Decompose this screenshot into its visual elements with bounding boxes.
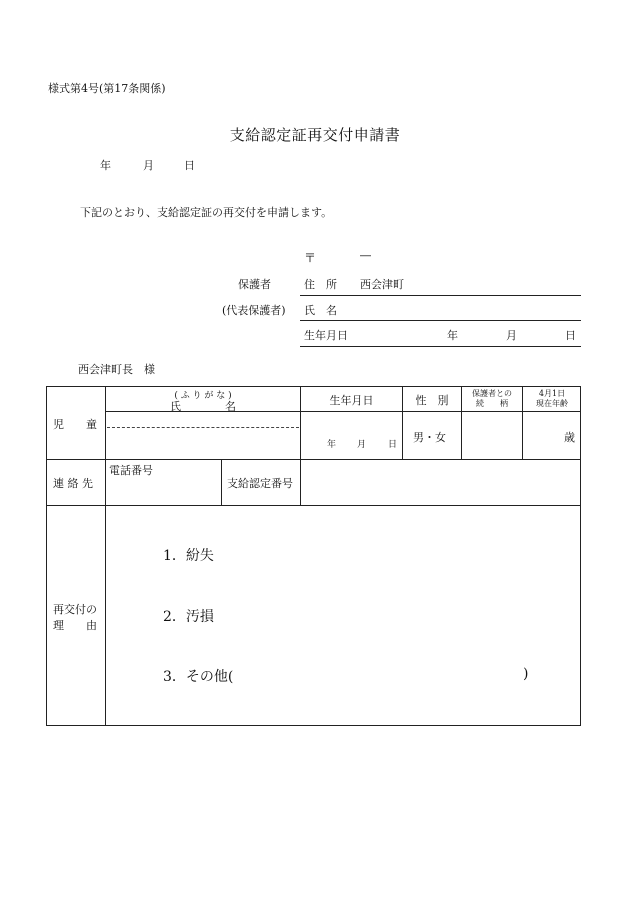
date-day: 日 xyxy=(184,159,195,172)
address-value: 西会津町 xyxy=(360,278,404,291)
name-underline xyxy=(300,320,581,321)
dob-month: 月 xyxy=(506,329,517,342)
phone-label: 電話番号 xyxy=(109,464,153,477)
furigana-label: ( ふ り が な ) xyxy=(174,391,232,401)
dob-header: 生年月日 xyxy=(329,394,374,407)
dob-label: 生年月日 xyxy=(304,329,348,342)
guardian-label: 保護者 xyxy=(238,278,271,291)
dob-year: 年 xyxy=(447,329,458,342)
postal-dash: ― xyxy=(360,249,371,262)
cert-number-label: 支給認定番号 xyxy=(227,477,293,490)
addressee: 西会津町長 様 xyxy=(78,363,155,376)
name-header: 氏 名 xyxy=(170,400,236,413)
relation-header-line1: 保護者との xyxy=(472,389,512,398)
child-label: 児 童 xyxy=(53,418,97,431)
contact-label: 連 絡 先 xyxy=(53,477,93,490)
sex-header: 性 別 xyxy=(415,394,449,407)
reissue-table xyxy=(46,386,581,726)
form-number: 様式第4号(第17条関係) xyxy=(48,82,166,95)
sex-value: 男・女 xyxy=(413,431,446,444)
page-title: 支給認定証再交付申請書 xyxy=(229,126,401,144)
age-unit: 歳 xyxy=(564,431,575,444)
reason-other: 3．その他( xyxy=(163,669,234,685)
contact-row-bottom xyxy=(47,505,581,506)
reason-label-line2: 理 由 xyxy=(53,619,97,632)
dob-underline xyxy=(300,346,581,347)
dob-day: 日 xyxy=(565,329,576,342)
furigana-dashed-line xyxy=(107,427,299,428)
reason-damaged: 2．汚損 xyxy=(163,609,214,625)
intro-text: 下記のとおり、支給認定証の再交付を申請します。 xyxy=(80,206,333,219)
name-label: 氏 名 xyxy=(304,304,337,317)
reason-other-close: ) xyxy=(523,666,529,682)
rep-guardian-label: (代表保護者) xyxy=(222,304,286,317)
child-row-bottom xyxy=(47,459,581,460)
child-dob-year: 年 xyxy=(327,440,337,450)
age-header-line2: 現在年齢 xyxy=(536,399,568,408)
date-month: 月 xyxy=(143,159,154,172)
age-header-line1: 4月1日 xyxy=(538,389,566,398)
address-underline xyxy=(300,295,581,296)
postal-mark: 〒 xyxy=(304,251,317,265)
col-divider-label xyxy=(105,387,106,726)
relation-header-line2: 続 柄 xyxy=(476,399,508,408)
reason-lost: 1．紛失 xyxy=(163,548,214,564)
reason-label-line1: 再交付の xyxy=(53,603,97,616)
date-year: 年 xyxy=(100,159,111,172)
col-divider-cert xyxy=(300,459,301,505)
col-divider-phone xyxy=(221,459,222,505)
child-dob-month: 月 xyxy=(357,440,367,450)
address-label: 住 所 xyxy=(304,278,337,291)
child-dob-day: 日 xyxy=(388,440,398,450)
